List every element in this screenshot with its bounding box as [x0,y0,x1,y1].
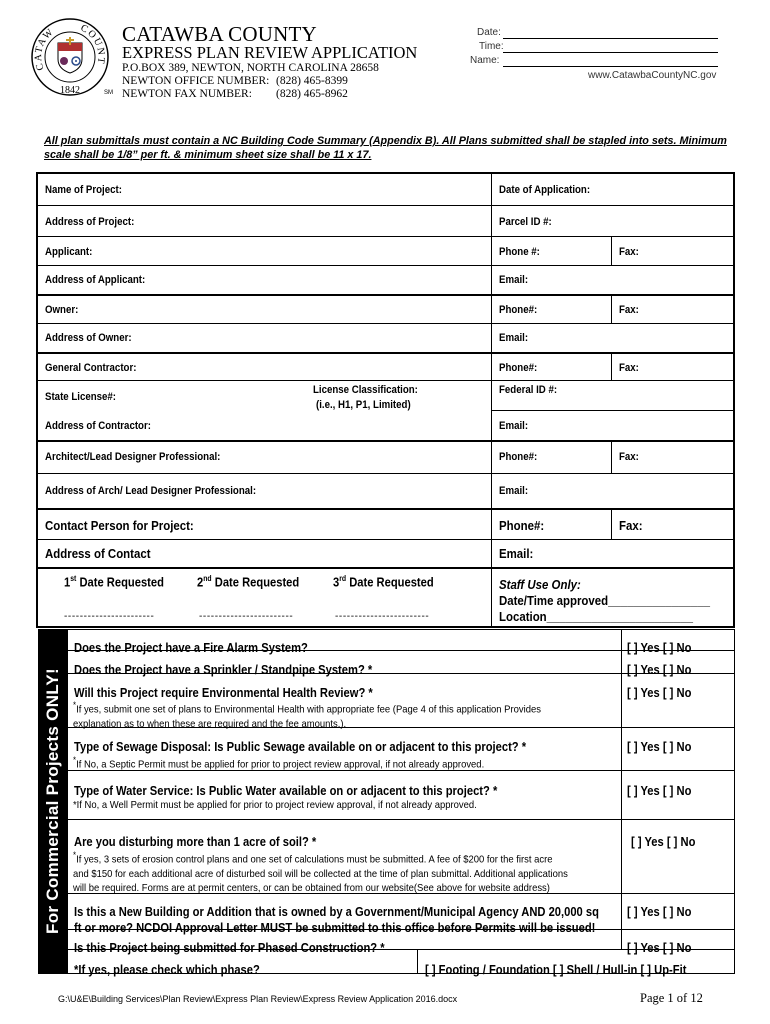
address-of-contractor-field[interactable]: Address of Contractor: [45,420,151,432]
time-label: Time: [479,41,504,52]
license-classification-field[interactable]: License Classification: [313,384,418,396]
contact-phone-field[interactable]: Phone#: [499,518,545,533]
office-number: (828) 465-8399 [276,75,348,87]
owner-fax-field[interactable]: Fax: [619,304,639,316]
submittal-notice: All plan submittals must contain a NC Building Code Summary (Appendix B). All Plans submitted shall be stapled into sets. Minimum scale shall be 1/8” per ft. & minimum sheet size shall be 11 x 17. [44,135,727,161]
fax-number-label: NEWTON FAX NUMBER: [122,88,252,100]
website: www.CatawbaCountyNC.gov [588,70,717,81]
phase-options[interactable]: [ ] Footing / Foundation [ ] Shell / Hull-in [ ] Up-Fit [425,962,687,977]
q-environmental-health: Will this Project require Environmental Health Review? * [74,685,373,700]
form-title: EXPRESS PLAN REVIEW APPLICATION [122,43,418,62]
applicant-phone-field[interactable]: Phone #: [499,246,540,258]
q-sewage: Type of Sewage Disposal: Is Public Sewage available on or adjacent to this project? * [74,739,527,754]
parcel-id-field[interactable]: Parcel ID #: [499,216,552,228]
q-water: Type of Water Service: Is Public Water available on or adjacent to this project? * [74,783,498,798]
applicant-fax-field[interactable]: Fax: [619,246,639,258]
address-of-architect-field[interactable]: Address of Arch/ Lead Designer Professional: [45,485,257,497]
fax-number: (828) 465-8962 [276,88,348,100]
name-label: Name: [470,55,500,66]
q-sprinkler: Does the Project have a Sprinkler / Standpipe System? * [74,662,373,677]
staff-use-heading: Staff Use Only: [499,577,581,592]
owner-phone-field[interactable]: Phone#: [499,304,538,316]
sprinkler-yes-no[interactable]: [ ] Yes [ ] No [627,662,692,677]
address-of-owner-field[interactable]: Address of Owner: [45,332,132,344]
gov-building-yes-no[interactable]: [ ] Yes [ ] No [627,904,692,919]
env-health-yes-no[interactable]: [ ] Yes [ ] No [627,685,692,700]
water-note: *If No, a Well Permit must be applied for prior to project review approval, if not already approved. [73,799,477,811]
contact-fax-field[interactable]: Fax: [619,518,643,533]
sewage-note: *If No, a Septic Permit must be applied for prior to project review approval, if not already approved. [73,755,485,771]
q-soil: Are you disturbing more than 1 acre of soil? * [74,834,317,849]
phased-yes-no[interactable]: [ ] Yes [ ] No [627,940,692,955]
date-line[interactable] [503,38,718,39]
license-classification-examples: (i.e., H1, P1, Limited) [316,399,411,411]
date-of-application-field[interactable]: Date of Application: [499,184,591,196]
office-number-label: NEWTON OFFICE NUMBER: [122,75,270,87]
third-date-requested[interactable]: 3rd Date Requested [333,574,434,590]
seal-text-left: CATAW [33,26,57,72]
document-path: G:\U&E\Building Services\Plan Review\Express Plan Review\Express Review Application 2016.docx [58,994,458,1004]
county-name: CATAWBA COUNTY [122,22,317,46]
first-date-requested[interactable]: 1st Date Requested [64,574,164,590]
address-of-project-field[interactable]: Address of Project: [45,216,135,228]
contact-person-field[interactable]: Contact Person for Project: [45,518,194,533]
second-date-requested[interactable]: 2nd Date Requested [197,574,300,590]
architect-phone-field[interactable]: Phone#: [499,451,538,463]
owner-email-field[interactable]: Email: [499,332,529,344]
q-government-building-line1: Is this a New Building or Addition that is owned by a Government/Municipal Agency AND 20,000 sq [74,904,599,919]
applicant-field[interactable]: Applicant: [45,246,93,258]
seal-year: 1842 [60,85,80,96]
architect-field[interactable]: Architect/Lead Designer Professional: [45,451,221,463]
applicant-email-field[interactable]: Email: [499,274,529,286]
soil-yes-no[interactable]: [ ] Yes [ ] No [631,834,696,849]
contractor-email-field[interactable]: Email: [499,420,529,432]
address-of-applicant-field[interactable]: Address of Applicant: [45,274,146,286]
gc-phone-field[interactable]: Phone#: [499,362,538,374]
general-contractor-field[interactable]: General Contractor: [45,362,137,374]
name-of-project-field[interactable]: Name of Project: [45,184,122,196]
first-date-line[interactable]: ----------------------- [64,611,155,622]
federal-id-field[interactable]: Federal ID #: [499,384,558,396]
architect-email-field[interactable]: Email: [499,485,529,497]
seal-text-right: COUNT [78,22,107,66]
name-line[interactable] [503,66,718,67]
location-field[interactable]: Location_______________________ [499,609,694,624]
county-seal [30,17,110,97]
time-line[interactable] [503,52,718,53]
owner-field[interactable]: Owner: [45,304,79,316]
county-seal-graphic [30,17,110,97]
address-of-contact-field[interactable]: Address of Contact [45,546,151,561]
q-fire-alarm: Does the Project have a Fire Alarm System? [74,640,308,655]
water-yes-no[interactable]: [ ] Yes [ ] No [627,783,692,798]
env-health-note: *If yes, submit one set of plans to Environmental Health with appropriate fee (Page 4 of this application Provides explanation as to when these are required and the fee amounts.). [73,700,541,730]
state-license-field[interactable]: State License#: [45,391,117,403]
fire-alarm-yes-no[interactable]: [ ] Yes [ ] No [627,640,692,655]
q-phased: Is this Project being submitted for Phased Construction? * [74,940,385,955]
soil-note: *If yes, 3 sets of erosion control plans and one set of calculations must be submitted. A fee of $200 for the first acre and $150 for each additional acre of disturbed soil will be collected at the time of plan submittal. Additional applications will be required. Forms are at permit centers, or can be obtained from our website(See above for website address) [73,850,568,894]
date-time-approved[interactable]: Date/Time approved________________ [499,593,710,608]
mailing-address: P.O.BOX 389, NEWTON, NORTH CAROLINA 28658 [122,62,379,74]
contact-email-field[interactable]: Email: [499,546,534,561]
date-label: Date: [477,27,501,38]
page-number: Page 1 of 12 [640,991,703,1005]
gc-fax-field[interactable]: Fax: [619,362,639,374]
q-government-building-line2: ft or more? NCDOI Approval Letter MUST be submitted to this office before Permits will be issued! [74,920,596,935]
seal-mark: SM [104,90,113,96]
architect-fax-field[interactable]: Fax: [619,451,639,463]
third-date-line[interactable]: ------------------------ [335,611,430,622]
commercial-sidebar-text: For Commercial Projects ONLY! [43,668,62,934]
second-date-line[interactable]: ------------------------ [199,611,294,622]
q-phase-which: *If yes, please check which phase? [74,962,260,977]
sewage-yes-no[interactable]: [ ] Yes [ ] No [627,739,692,754]
